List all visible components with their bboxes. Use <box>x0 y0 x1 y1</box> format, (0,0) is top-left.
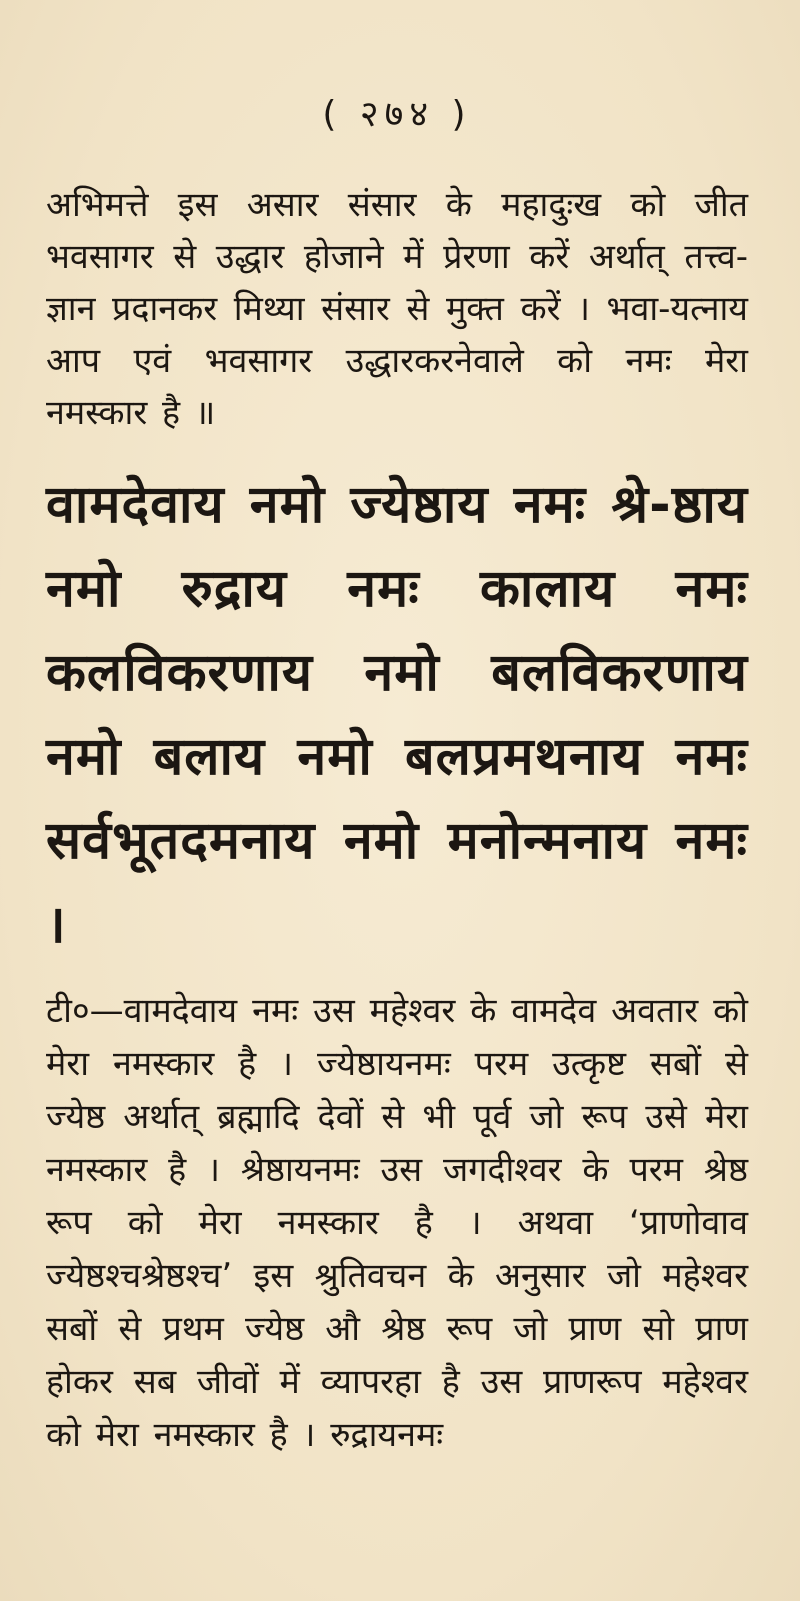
mantra-verse: वामदेवाय नमो ज्येष्ठाय नमः श्रे-ष्ठाय नमो रुद्राय नमः कालाय नमः कलविकरणाय नमो बलविकरणाय नमो बलाय नमो बलप्रमथनाय नमः सर्वभूतदमनाय नमो मनोन्मनाय नमः । <box>46 475 748 955</box>
page-number: ( २७४ ) <box>322 94 472 135</box>
intro-paragraph: अभिमत्ते इस असार संसार के महादुःख को जीत भवसागर से उद्धार होजाने में प्रेरणा करें अर्थात् तत्त्व-ज्ञान प्रदानकर मिथ्या संसार से मुक्त करें । भवा-यत्नाय आप एवं भवसागर उद्धारकरनेवाले को नमः मेरा नमस्कार है ॥ <box>46 185 748 433</box>
commentary-paragraph: टी०—वामदेवाय नमः उस महेश्वर के वामदेव अवतार को मेरा नमस्कार है । ज्येष्ठायनमः परम उत्कृष्ट सबों से ज्येष्ठ अर्थात् ब्रह्मादि देवों से भी पूर्व जो रूप उसे मेरा नमस्कार है । श्रेष्ठायनमः उस जगदीश्वर के परम श्रेष्ठ रूप को मेरा नमस्कार है । अथवा ‘प्राणोवाव ज्येष्ठश्चश्रेष्ठश्च’ इस श्रुतिवचन के अनुसार जो महेश्वर सबों से प्रथम ज्येष्ठ औ श्रेष्ठ रूप जो प्राण सो प्राण होकर सब जीवों में व्यापरहा है उस प्राणरूप महेश्वर को मेरा नमस्कार है । रुद्रायनमः <box>46 991 748 1455</box>
